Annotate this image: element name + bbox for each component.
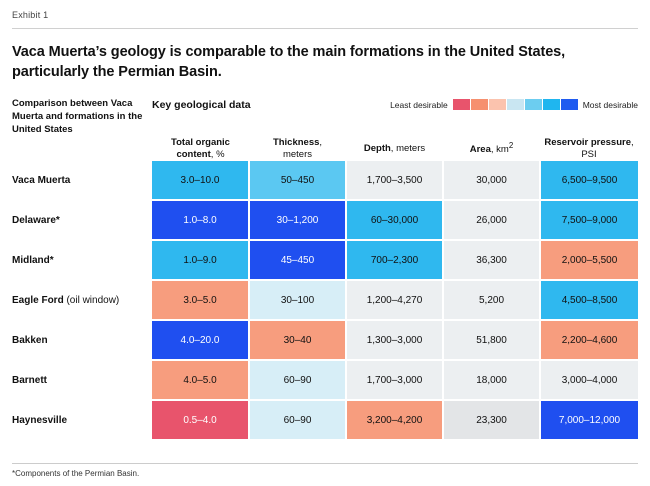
column-header-name: Area	[469, 144, 491, 156]
cell: 7,500–9,000	[540, 200, 638, 240]
row-label-main: Barnett	[12, 374, 48, 386]
column-header-name: Reservoir pressure	[544, 136, 631, 148]
cell: 30–1,200	[249, 200, 346, 240]
legend	[390, 99, 638, 110]
row-label-sub: (oil window)	[63, 294, 120, 306]
row-label-main: Delaware*	[12, 214, 60, 226]
table-row	[12, 320, 638, 360]
row-label-main: Vaca Muerta	[12, 175, 71, 187]
row-label-main: Eagle Ford	[12, 294, 64, 306]
column-header-total-organic-content: Total organic content, %	[171, 136, 230, 160]
row-label-main: Midland*	[12, 254, 54, 266]
cell: 0.5–4.0	[152, 400, 249, 440]
row-label-haynesville	[12, 400, 152, 440]
cell: 3,000–4,000	[540, 360, 638, 400]
cell: 45–450	[249, 240, 346, 280]
table-band-row	[12, 98, 638, 136]
row-label-bakken	[12, 320, 152, 360]
table-row	[12, 400, 638, 440]
cell: 51,800	[443, 320, 540, 360]
legend-swatches	[453, 99, 578, 110]
cell: 2,200–4,600	[540, 320, 638, 360]
legend-swatch-1	[453, 99, 470, 110]
footnote: *Components of the Permian Basin.	[12, 469, 140, 478]
corner-label: Comparison between Vaca Muerta and formations in the United States	[12, 98, 143, 135]
legend-swatch-2	[471, 99, 488, 110]
cell: 26,000	[443, 200, 540, 240]
key-and-legend	[152, 98, 638, 136]
cell: 50–450	[249, 161, 346, 200]
row-label-main: Haynesville	[12, 414, 68, 426]
cell: 1.0–9.0	[152, 240, 249, 280]
page-title: Vaca Muerta’s geology is comparable to the main formations in the United States, particularly the Permian Basin.	[12, 44, 566, 80]
column-header-thickness: Thickness, meters	[272, 136, 323, 160]
cell: 60–90	[249, 360, 346, 400]
row-label-eagle-ford	[12, 280, 152, 320]
cell: 6,500–9,500	[540, 161, 638, 200]
cell: 700–2,300	[346, 240, 443, 280]
column-header-area: Area, $km^2$	[469, 141, 514, 156]
cell: 5,200	[443, 280, 540, 320]
cell: 3.0–5.0	[152, 280, 249, 320]
column-header-name: Total organic content	[171, 136, 230, 160]
cell: 60–30,000	[346, 200, 443, 240]
table-row	[12, 161, 638, 200]
row-label-barnett	[12, 360, 152, 400]
footer-divider	[12, 463, 638, 464]
table-row	[12, 360, 638, 400]
legend-swatch-5	[525, 99, 542, 110]
column-header-name: Depth	[363, 142, 391, 154]
cell: 30–100	[249, 280, 346, 320]
column-header-reservoir-pressure: Reservoir pressure, PSI	[544, 136, 634, 160]
footnote-area	[12, 463, 638, 478]
legend-most-label: Most desirable	[582, 99, 638, 110]
row-label-vaca-muerta	[12, 161, 152, 200]
column-header-unit: meters	[396, 142, 426, 154]
legend-swatch-3	[489, 99, 506, 110]
table-column-headers	[12, 137, 638, 162]
column-header-name: Thickness	[272, 136, 320, 148]
cell: 1,200–4,270	[346, 280, 443, 320]
cell: 4,500–8,500	[540, 280, 638, 320]
cell: 1,700–3,000	[346, 360, 443, 400]
legend-swatch-6	[543, 99, 560, 110]
header-divider	[12, 28, 638, 29]
column-header-unit: meters	[282, 148, 313, 160]
column-header-unit: %	[216, 148, 225, 160]
cell: 23,300	[443, 400, 540, 440]
legend-swatch-4	[507, 99, 524, 110]
row-label-midland	[12, 240, 152, 280]
cell: 3.0–10.0	[152, 161, 249, 200]
cell: 30,000	[443, 161, 540, 200]
column-header-unit: PSI	[581, 148, 597, 160]
column-header-depth: Depth, meters	[363, 142, 426, 154]
legend-swatch-7	[561, 99, 578, 110]
cell: 1.0–8.0	[152, 200, 249, 240]
legend-least-label: Least desirable	[390, 99, 448, 110]
cell: 1,300–3,000	[346, 320, 443, 360]
row-label-delaware	[12, 200, 152, 240]
cell: 2,000–5,500	[540, 240, 638, 280]
exhibit-label: Exhibit 1	[12, 10, 49, 20]
geology-comparison-table	[12, 98, 638, 441]
cell: 30–40	[249, 320, 346, 360]
cell: 4.0–5.0	[152, 360, 249, 400]
cell: 36,300	[443, 240, 540, 280]
key-label: Key geological data	[152, 99, 251, 112]
cell: 18,000	[443, 360, 540, 400]
table-row	[12, 280, 638, 320]
table-row	[12, 240, 638, 280]
cell: 4.0–20.0	[152, 320, 249, 360]
cell: 7,000–12,000	[540, 400, 638, 440]
table-row	[12, 200, 638, 240]
row-label-main: Bakken	[12, 334, 48, 346]
cell: 60–90	[249, 400, 346, 440]
cell: 3,200–4,200	[346, 400, 443, 440]
cell: 1,700–3,500	[346, 161, 443, 200]
